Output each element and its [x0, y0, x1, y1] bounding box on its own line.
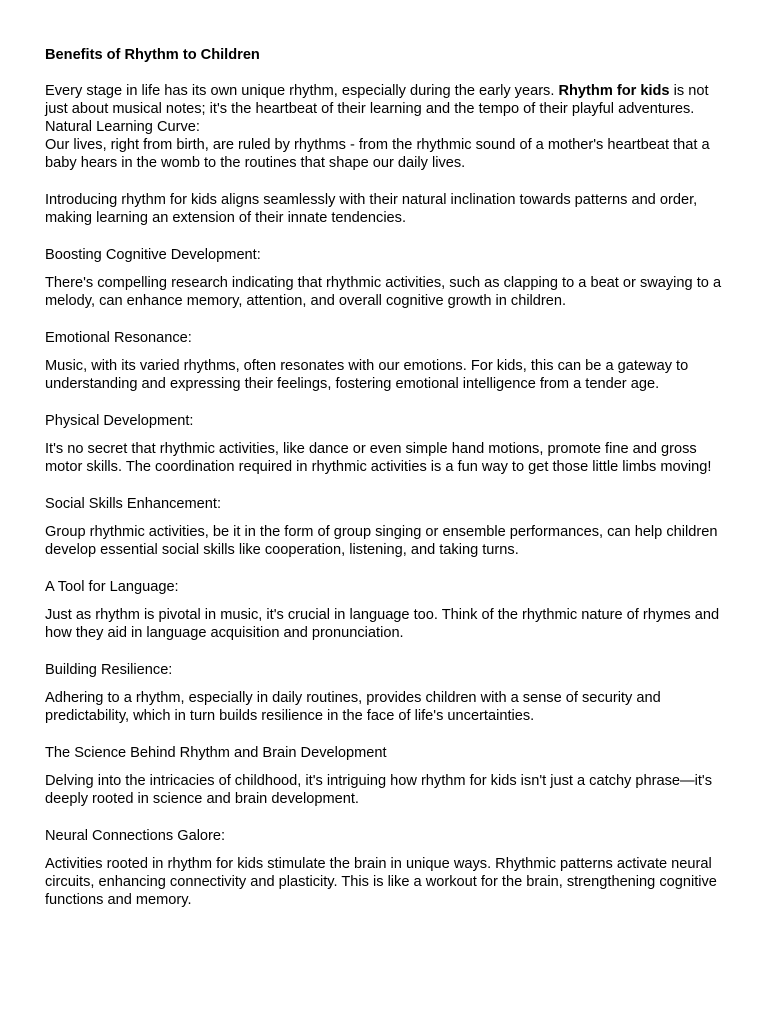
section-body: Our lives, right from birth, are ruled by rhythms - from the rhythmic sound of a mother's heartbeat that a baby hears in the womb to the routines that shape our daily lives.	[45, 137, 710, 171]
section-body: Introducing rhythm for kids aligns seamlessly with their natural inclination towards patterns and order, making learning an extension of their innate tendencies.	[45, 192, 698, 226]
section-body: Just as rhythm is pivotal in music, it's crucial in language too. Think of the rhythmic nature of rhymes and how they aid in language acquisition and pronunciation.	[45, 607, 720, 641]
section-heading: Building Resilience:	[45, 662, 173, 678]
section-body: Adhering to a rhythm, especially in daily routines, provides children with a sense of security and predictability, which in turn builds resilience in the face of life's uncertainties.	[45, 690, 661, 724]
section-heading: Natural Learning Curve:	[45, 119, 200, 135]
section-body: There's compelling research indicating that rhythmic activities, such as clapping to a beat or swaying to a melody, can enhance memory, attention, and overall cognitive growth in children.	[45, 275, 722, 309]
section-body: It's no secret that rhythmic activities, like dance or even simple hand motions, promote fine and gross motor skills. The coordination required in rhythmic activities is a fun way to get those little limbs moving!	[45, 441, 712, 475]
section-body: Music, with its varied rhythms, often resonates with our emotions. For kids, this can be a gateway to understanding and expressing their feelings, fostering emotional intelligence from a tender age.	[45, 358, 689, 392]
section-heading: Boosting Cognitive Development:	[45, 247, 261, 263]
intro-paragraph	[45, 82, 725, 118]
section-body: Activities rooted in rhythm for kids stimulate the brain in unique ways. Rhythmic patterns activate neural circuits, enhancing connectivity and plasticity. This is like a workout for the brain, strengthening cognitive functions and memory.	[45, 856, 717, 908]
document-title: Benefits of Rhythm to Children	[45, 47, 260, 63]
section-body: Delving into the intricacies of childhood, it's intriguing how rhythm for kids isn't just a catchy phrase—it's deeply rooted in science and brain development.	[45, 773, 713, 807]
section-heading: Physical Development:	[45, 413, 194, 429]
intro-text-end: is not just about musical notes; it's the heartbeat of their learning and the tempo of their playful adventures.	[45, 83, 709, 117]
section-heading: Emotional Resonance:	[45, 330, 192, 346]
section-heading: Social Skills Enhancement:	[45, 496, 222, 512]
section-heading: A Tool for Language:	[45, 579, 179, 595]
section-body: Group rhythmic activities, be it in the form of group singing or ensemble performances, can help children develop essential social skills like cooperation, listening, and taking turns.	[45, 524, 718, 558]
section-heading: Neural Connections Galore:	[45, 828, 226, 844]
section-heading: The Science Behind Rhythm and Brain Development	[45, 745, 387, 761]
document-body	[45, 46, 725, 909]
intro-text-start: Every stage in life has its own unique rhythm, especially during the early years.	[45, 83, 559, 99]
intro-bold-phrase: Rhythm for kids	[558, 83, 670, 99]
